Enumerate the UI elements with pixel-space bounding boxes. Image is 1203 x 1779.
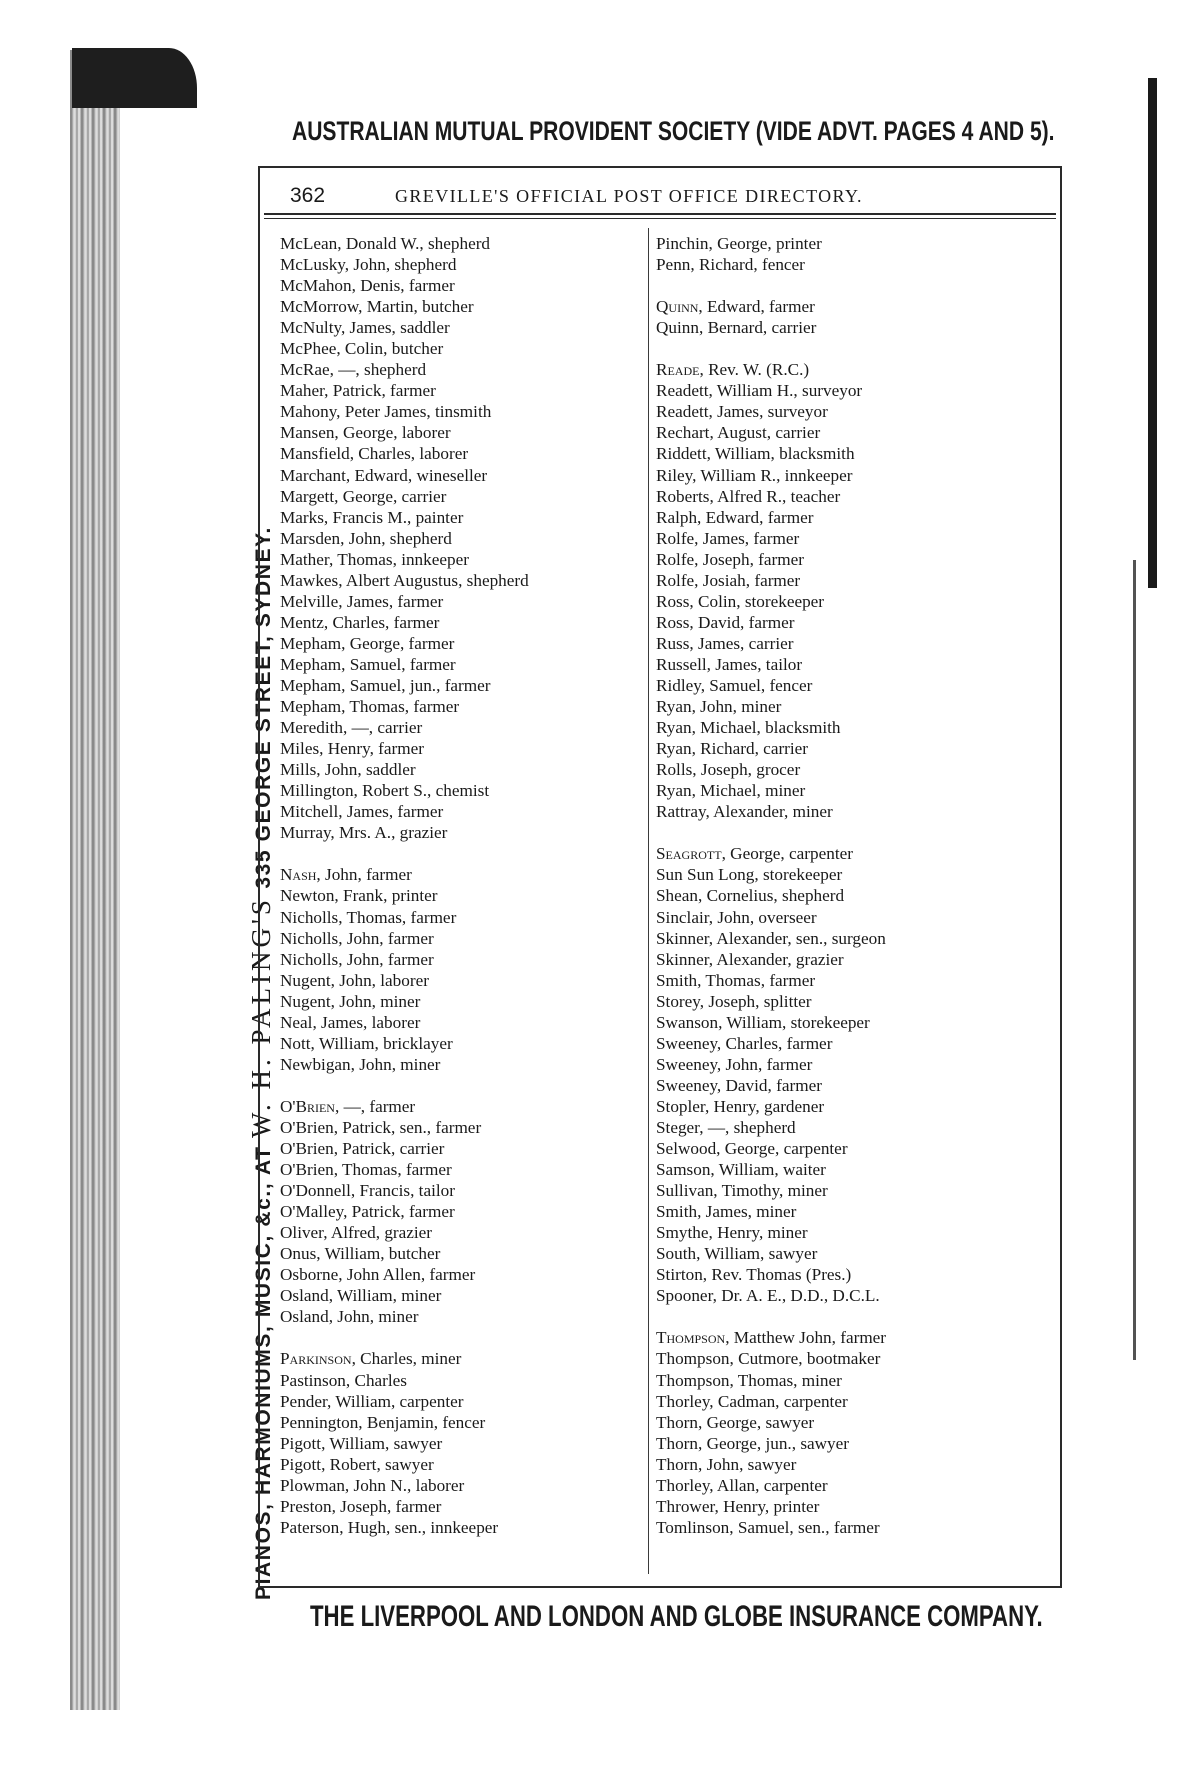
- directory-entry: [280, 1285, 640, 1306]
- directory-entry: [280, 1054, 640, 1075]
- directory-entry: [280, 1138, 640, 1159]
- entry-text: Smythe, Henry, miner: [656, 1223, 808, 1243]
- directory-entry: [656, 1243, 1056, 1264]
- section-lead-surname: Seagrott: [656, 844, 722, 864]
- entry-text: O'Brien, Patrick, carrier: [280, 1139, 445, 1159]
- entry-text: Swanson, William, storekeeper: [656, 1012, 870, 1032]
- entry-text: Nott, William, bricklayer: [280, 1033, 453, 1053]
- scan-binding-shadow: [72, 48, 197, 108]
- section-lead-surname: Parkinson: [280, 1349, 352, 1369]
- directory-entry: [280, 570, 640, 591]
- directory-entry: [656, 317, 1056, 338]
- entry-text: Russ, James, carrier: [656, 633, 794, 653]
- entry-text: O'Donnell, Francis, tailor: [280, 1181, 455, 1201]
- entry-text: Maher, Patrick, farmer: [280, 381, 436, 401]
- entry-text: Ryan, Michael, miner: [656, 781, 806, 801]
- directory-entry: [656, 759, 1056, 780]
- entry-text: Roberts, Alfred R., teacher: [656, 486, 841, 506]
- entry-text: , John, farmer: [316, 865, 412, 885]
- entry-text: Riley, William R., innkeeper: [656, 465, 853, 485]
- directory-entry: [280, 1433, 640, 1454]
- entry-text: Tomlinson, Samuel, sen., farmer: [656, 1517, 880, 1537]
- directory-entry: [280, 907, 640, 928]
- entry-text: Rechart, August, carrier: [656, 423, 821, 443]
- directory-entry: [280, 359, 640, 380]
- directory-entry: [656, 1433, 1056, 1454]
- section-spacer: [656, 338, 1056, 359]
- entry-text: Miles, Henry, farmer: [280, 739, 424, 759]
- entry-text: O'Brien, Patrick, sen., farmer: [280, 1117, 482, 1137]
- entry-text: Sweeney, David, farmer: [656, 1075, 822, 1095]
- entry-text: Oliver, Alfred, grazier: [280, 1223, 433, 1243]
- directory-entry: [280, 780, 640, 801]
- directory-entry: [280, 1496, 640, 1517]
- entry-text: Plowman, John N., laborer: [280, 1475, 465, 1495]
- directory-entry: [656, 465, 1056, 486]
- section-spacer: [656, 822, 1056, 843]
- directory-entry: [280, 317, 640, 338]
- entry-text: Rolfe, Joseph, farmer: [656, 549, 804, 569]
- entry-text: Pennington, Benjamin, fencer: [280, 1412, 486, 1432]
- entry-text: Mawkes, Albert Augustus, shepherd: [280, 570, 529, 590]
- directory-entry: [280, 401, 640, 422]
- entry-text: Onus, William, butcher: [280, 1244, 441, 1264]
- directory-entry: [656, 1033, 1056, 1054]
- directory-entry: [280, 338, 640, 359]
- entry-text: Osborne, John Allen, farmer: [280, 1265, 476, 1285]
- directory-entry: [280, 675, 640, 696]
- directory-column-right: [656, 233, 1056, 1538]
- entry-text: Ridley, Samuel, fencer: [656, 675, 813, 695]
- scan-edge-right: [1148, 78, 1157, 588]
- directory-entry: [656, 380, 1056, 401]
- side-ad-part-1: PIANOS, HARMONIUMS, MUSIC, &c., AT: [252, 1137, 275, 1600]
- directory-entry: [656, 549, 1056, 570]
- scan-edge-right-lower: [1133, 560, 1158, 1360]
- entry-text: Smith, James, miner: [656, 1202, 797, 1222]
- entry-text: Rolfe, James, farmer: [656, 528, 800, 548]
- section-spacer: [280, 1327, 640, 1348]
- directory-entry: [656, 507, 1056, 528]
- directory-entry: [280, 1454, 640, 1475]
- directory-entry: [280, 612, 640, 633]
- entry-text: Samson, William, waiter: [656, 1160, 826, 1180]
- directory-entry: [280, 507, 640, 528]
- entry-text: Ross, Colin, storekeeper: [656, 591, 825, 611]
- section-spacer: [280, 843, 640, 864]
- directory-entry: [280, 296, 640, 317]
- directory-entry: [656, 296, 1056, 317]
- entry-text: Thompson, Thomas, miner: [656, 1370, 842, 1390]
- entry-text: Nicholls, Thomas, farmer: [280, 907, 457, 927]
- header-rule-thin: [264, 218, 1056, 219]
- directory-entry: [656, 1517, 1056, 1538]
- entry-text: Thompson, Cutmore, bootmaker: [656, 1349, 881, 1369]
- entry-text: Steger, —, shepherd: [656, 1117, 796, 1137]
- directory-entry: [656, 633, 1056, 654]
- entry-text: , Matthew John, farmer: [725, 1328, 887, 1348]
- section-lead-surname: O'Brien: [280, 1096, 335, 1116]
- directory-entry: [280, 549, 640, 570]
- directory-entry: [656, 401, 1056, 422]
- side-ad-part-2: W. H. PALING'S: [246, 896, 276, 1138]
- directory-entry: [656, 928, 1056, 949]
- entry-text: Ryan, Michael, blacksmith: [656, 718, 841, 738]
- column-divider: [648, 228, 649, 1574]
- entry-text: Sweeney, Charles, farmer: [656, 1033, 833, 1053]
- entry-text: South, William, sawyer: [656, 1244, 818, 1264]
- directory-entry: [280, 1033, 640, 1054]
- header-advertisement: AUSTRALIAN MUTUAL PROVIDENT SOCIETY (VIDE ADVT. PAGES 4 AND 5).: [292, 116, 1055, 146]
- entry-text: Rolfe, Josiah, farmer: [656, 570, 801, 590]
- entry-text: Readett, William H., surveyor: [656, 381, 863, 401]
- entry-text: Mitchell, James, farmer: [280, 802, 444, 822]
- entry-text: Ralph, Edward, farmer: [656, 507, 814, 527]
- scan-binding-edge-left: [70, 50, 120, 1710]
- directory-entry: [280, 1412, 640, 1433]
- directory-entry: [280, 443, 640, 464]
- entry-text: , George, carpenter: [721, 844, 853, 864]
- directory-entry: [656, 1327, 1056, 1348]
- directory-entry: [280, 801, 640, 822]
- entry-text: Mahony, Peter James, tinsmith: [280, 402, 492, 422]
- directory-entry: [280, 1348, 640, 1369]
- directory-entry: [280, 654, 640, 675]
- directory-entry: [280, 254, 640, 275]
- directory-entry: [280, 759, 640, 780]
- entry-text: Pinchin, George, printer: [656, 234, 822, 253]
- entry-text: Newbigan, John, miner: [280, 1054, 441, 1074]
- directory-entry: [656, 1475, 1056, 1496]
- directory-entry: [280, 1370, 640, 1391]
- entry-text: Mepham, Thomas, farmer: [280, 697, 460, 717]
- section-spacer: [656, 275, 1056, 296]
- directory-entry: [280, 1264, 640, 1285]
- directory-entry: [656, 1496, 1056, 1517]
- entry-text: Marchant, Edward, wineseller: [280, 465, 488, 485]
- directory-entry: [656, 1222, 1056, 1243]
- entry-text: Margett, George, carrier: [280, 486, 447, 506]
- directory-entry: [280, 822, 640, 843]
- entry-text: Millington, Robert S., chemist: [280, 781, 490, 801]
- entry-text: Mepham, George, farmer: [280, 633, 455, 653]
- entry-text: Pastinson, Charles: [280, 1370, 407, 1390]
- entry-text: Sun Sun Long, storekeeper: [656, 865, 843, 885]
- entry-text: McMahon, Denis, farmer: [280, 276, 455, 296]
- directory-entry: [280, 591, 640, 612]
- entry-text: Penn, Richard, fencer: [656, 255, 805, 275]
- section-lead-surname: Thompson: [656, 1328, 726, 1348]
- directory-entry: [656, 1201, 1056, 1222]
- directory-entry: [656, 254, 1056, 275]
- section-spacer: [280, 1075, 640, 1096]
- entry-text: Newton, Frank, printer: [280, 886, 438, 906]
- entry-text: Russell, James, tailor: [656, 654, 803, 674]
- directory-entry: [656, 528, 1056, 549]
- entry-text: Mansfield, Charles, laborer: [280, 444, 469, 464]
- directory-entry: [280, 633, 640, 654]
- directory-entry: [280, 1222, 640, 1243]
- directory-entry: [656, 1348, 1056, 1369]
- directory-entry: [656, 591, 1056, 612]
- directory-entry: [280, 991, 640, 1012]
- entry-text: Sullivan, Timothy, miner: [656, 1181, 828, 1201]
- directory-entry: [656, 233, 1056, 254]
- entry-text: Rattray, Alexander, miner: [656, 802, 833, 822]
- directory-entry: [280, 1159, 640, 1180]
- footer-advertisement: THE LIVERPOOL AND LONDON AND GLOBE INSURANCE COMPANY.: [310, 1600, 1043, 1633]
- directory-entry: [280, 1117, 640, 1138]
- entry-text: Stirton, Rev. Thomas (Pres.): [656, 1265, 852, 1285]
- entry-text: McNulty, James, saddler: [280, 318, 450, 338]
- entry-text: Stopler, Henry, gardener: [656, 1096, 825, 1116]
- header-rule: [264, 213, 1056, 215]
- directory-entry: [656, 1180, 1056, 1201]
- directory-entry: [280, 1517, 640, 1538]
- entry-text: Thorn, George, jun., sawyer: [656, 1433, 849, 1453]
- entry-text: McPhee, Colin, butcher: [280, 339, 444, 359]
- entry-text: , Charles, miner: [351, 1349, 462, 1369]
- directory-entry: [656, 1012, 1056, 1033]
- entry-text: Mepham, Samuel, jun., farmer: [280, 675, 491, 695]
- entry-text: Osland, William, miner: [280, 1286, 442, 1306]
- entry-text: Mepham, Samuel, farmer: [280, 654, 456, 674]
- entry-text: Mansen, George, laborer: [280, 423, 451, 443]
- directory-entry: [656, 1138, 1056, 1159]
- entry-text: Mills, John, saddler: [280, 760, 416, 780]
- directory-entry: [280, 696, 640, 717]
- directory-entry: [656, 696, 1056, 717]
- page-header: [290, 184, 1050, 214]
- entry-text: Ross, David, farmer: [656, 612, 795, 632]
- entry-text: Marks, Francis M., painter: [280, 507, 464, 527]
- directory-entry: [280, 1012, 640, 1033]
- directory-entry: [656, 1117, 1056, 1138]
- entry-text: McLusky, John, shepherd: [280, 255, 457, 275]
- directory-entry: [656, 486, 1056, 507]
- directory-entry: [280, 422, 640, 443]
- entry-text: Skinner, Alexander, sen., surgeon: [656, 928, 886, 948]
- directory-entry: [656, 1285, 1056, 1306]
- entry-text: Marsden, John, shepherd: [280, 528, 452, 548]
- entry-text: Sweeney, John, farmer: [656, 1054, 813, 1074]
- directory-entry: [280, 970, 640, 991]
- entry-text: McRae, —, shepherd: [280, 360, 427, 380]
- directory-entry: [280, 1180, 640, 1201]
- entry-text: , Rev. W. (R.C.): [699, 360, 810, 380]
- directory-entry: [280, 380, 640, 401]
- entry-text: Nugent, John, miner: [280, 991, 421, 1011]
- entry-text: Neal, James, laborer: [280, 1012, 421, 1032]
- directory-entry: [656, 1412, 1056, 1433]
- directory-entry: [656, 1454, 1056, 1475]
- directory-entry: [656, 1075, 1056, 1096]
- entry-text: Shean, Cornelius, shepherd: [656, 886, 845, 906]
- entry-text: Paterson, Hugh, sen., innkeeper: [280, 1517, 499, 1537]
- section-lead-surname: Quinn: [656, 297, 699, 317]
- directory-entry: [656, 1159, 1056, 1180]
- entry-text: Thrower, Henry, printer: [656, 1496, 820, 1516]
- directory-entry: [656, 443, 1056, 464]
- entry-text: Skinner, Alexander, grazier: [656, 949, 844, 969]
- directory-entry: [656, 654, 1056, 675]
- directory-entry: [656, 738, 1056, 759]
- directory-entry: [656, 907, 1056, 928]
- entry-text: Rolls, Joseph, grocer: [656, 760, 801, 780]
- directory-entry: [656, 1370, 1056, 1391]
- directory-entry: [656, 885, 1056, 906]
- directory-entry: [656, 1054, 1056, 1075]
- entry-text: Melville, James, farmer: [280, 591, 444, 611]
- entry-text: O'Brien, Thomas, farmer: [280, 1160, 452, 1180]
- directory-entry: [280, 1096, 640, 1117]
- directory-entry: [280, 233, 640, 254]
- directory-entry: [656, 422, 1056, 443]
- entry-text: Selwood, George, carpenter: [656, 1139, 848, 1159]
- entry-text: McLean, Donald W., shepherd: [280, 234, 491, 253]
- directory-entry: [280, 885, 640, 906]
- directory-entry: [280, 465, 640, 486]
- entry-text: , —, farmer: [334, 1096, 416, 1116]
- entry-text: Ryan, Richard, carrier: [656, 739, 809, 759]
- entry-text: Ryan, John, miner: [656, 697, 782, 717]
- entry-text: Nicholls, John, farmer: [280, 928, 434, 948]
- directory-entry: [280, 949, 640, 970]
- entry-text: McMorrow, Martin, butcher: [280, 297, 474, 317]
- directory-entry: [280, 486, 640, 507]
- entry-text: Murray, Mrs. A., grazier: [280, 823, 448, 843]
- entry-text: Riddett, William, blacksmith: [656, 444, 855, 464]
- entry-text: Pigott, Robert, sawyer: [280, 1454, 434, 1474]
- directory-entry: [280, 864, 640, 885]
- entry-text: Pender, William, carpenter: [280, 1391, 464, 1411]
- directory-column-left: [280, 233, 640, 1538]
- directory-entry: [656, 780, 1056, 801]
- entry-text: O'Malley, Patrick, farmer: [280, 1202, 455, 1222]
- directory-entry: [280, 1306, 640, 1327]
- section-spacer: [656, 1306, 1056, 1327]
- entry-text: , Edward, farmer: [698, 297, 815, 317]
- directory-entry: [280, 717, 640, 738]
- directory-entry: [280, 1475, 640, 1496]
- directory-entry: [656, 675, 1056, 696]
- entry-text: Readett, James, surveyor: [656, 402, 828, 422]
- directory-entry: [656, 1096, 1056, 1117]
- entry-text: Nugent, John, laborer: [280, 970, 429, 990]
- section-lead-surname: Reade: [656, 360, 700, 380]
- directory-entry: [656, 991, 1056, 1012]
- directory-entry: [280, 738, 640, 759]
- directory-entry: [656, 864, 1056, 885]
- directory-entry: [280, 1391, 640, 1412]
- page-number: 362: [290, 184, 326, 207]
- entry-text: Spooner, Dr. A. E., D.D., D.C.L.: [656, 1286, 880, 1306]
- entry-text: Meredith, —, carrier: [280, 718, 423, 738]
- entry-text: Mather, Thomas, innkeeper: [280, 549, 469, 569]
- entry-text: Mentz, Charles, farmer: [280, 612, 440, 632]
- directory-entry: [656, 801, 1056, 822]
- directory-entry: [280, 528, 640, 549]
- entry-text: Thorley, Cadman, carpenter: [656, 1391, 848, 1411]
- directory-entry: [656, 1391, 1056, 1412]
- entry-text: Thorley, Allan, carpenter: [656, 1475, 828, 1495]
- entry-text: Smith, Thomas, farmer: [656, 970, 816, 990]
- entry-text: Nicholls, John, farmer: [280, 949, 434, 969]
- directory-entry: [280, 275, 640, 296]
- directory-entry: [280, 928, 640, 949]
- entry-text: Thorn, George, sawyer: [656, 1412, 815, 1432]
- directory-entry: [280, 1243, 640, 1264]
- directory-entry: [656, 843, 1056, 864]
- running-title: GREVILLE'S OFFICIAL POST OFFICE DIRECTORY.: [395, 186, 863, 206]
- directory-entry: [656, 970, 1056, 991]
- directory-entry: [656, 612, 1056, 633]
- entry-text: Sinclair, John, overseer: [656, 907, 817, 927]
- entry-text: Thorn, John, sawyer: [656, 1454, 797, 1474]
- entry-text: Pigott, William, sawyer: [280, 1433, 443, 1453]
- directory-entry: [280, 1201, 640, 1222]
- directory-entry: [656, 570, 1056, 591]
- directory-entry: [656, 1264, 1056, 1285]
- side-ad-part-3: 335 GEORGE STREET, SYDNEY.: [252, 526, 275, 897]
- section-lead-surname: Nash: [280, 865, 317, 885]
- directory-entry: [656, 717, 1056, 738]
- entry-text: Quinn, Bernard, carrier: [656, 318, 817, 338]
- entry-text: Preston, Joseph, farmer: [280, 1496, 442, 1516]
- entry-text: Osland, John, miner: [280, 1307, 419, 1327]
- directory-entry: [656, 949, 1056, 970]
- entry-text: Storey, Joseph, splitter: [656, 991, 812, 1011]
- directory-entry: [656, 359, 1056, 380]
